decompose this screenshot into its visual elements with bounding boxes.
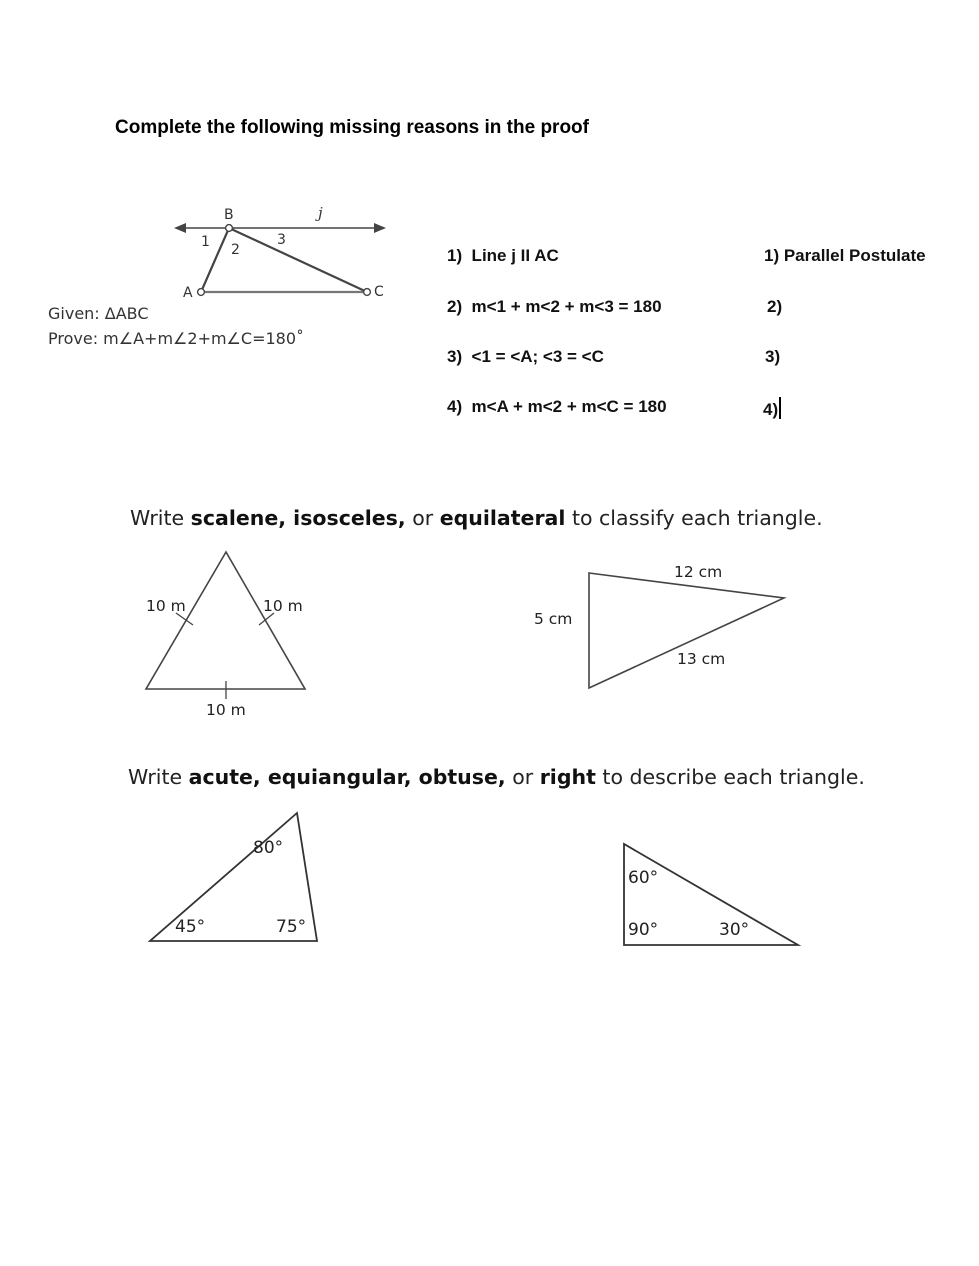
statement-3: 3) <1 = <A; <3 = <C [447, 347, 604, 366]
acute-left-angle: 45° [175, 917, 206, 937]
statement-2: 2) m<1 + m<2 + m<3 = 180 [447, 297, 662, 316]
scalene-top-label: 12 cm [674, 563, 723, 581]
right-bottom-right-angle: 30° [719, 920, 750, 940]
equilateral-left-label: 10 m [146, 597, 186, 615]
reason-2[interactable]: 2) [767, 297, 783, 316]
label-a: A [183, 285, 193, 301]
reason-4: 4) [763, 400, 779, 419]
reason-1[interactable]: 1) Parallel Postulate [764, 246, 926, 265]
label-angle-2: 2 [231, 242, 240, 258]
label-angle-1: 1 [201, 234, 210, 250]
right-top-angle: 60° [628, 868, 659, 888]
label-b: B [224, 207, 234, 223]
reason-3[interactable]: 3) [765, 347, 781, 366]
label-c: C [374, 284, 384, 300]
angles-heading: Write acute, equiangular, obtuse, or right to describe each triangle. [128, 765, 865, 789]
label-angle-3: 3 [277, 232, 286, 248]
right-bottom-left-angle: 90° [628, 920, 659, 940]
acute-top-angle: 80° [253, 838, 284, 858]
page-title: Complete the following missing reasons in the proof [115, 117, 589, 138]
equilateral-right-label: 10 m [263, 597, 303, 615]
prove-text: Prove: m∠A+m∠2+m∠C=180˚ [48, 329, 305, 348]
acute-right-angle: 75° [276, 917, 307, 937]
statement-1: 1) Line j II AC [447, 246, 559, 265]
given-text: Given: ΔABC [48, 304, 149, 323]
equilateral-bottom-label: 10 m [206, 701, 246, 719]
scalene-hypotenuse-label: 13 cm [677, 650, 726, 668]
label-j: j [318, 204, 323, 222]
scalene-left-label: 5 cm [534, 610, 573, 628]
statement-4: 4) m<A + m<2 + m<C = 180 [447, 397, 667, 416]
sides-heading: Write scalene, isosceles, or equilateral to classify each triangle. [130, 506, 823, 530]
